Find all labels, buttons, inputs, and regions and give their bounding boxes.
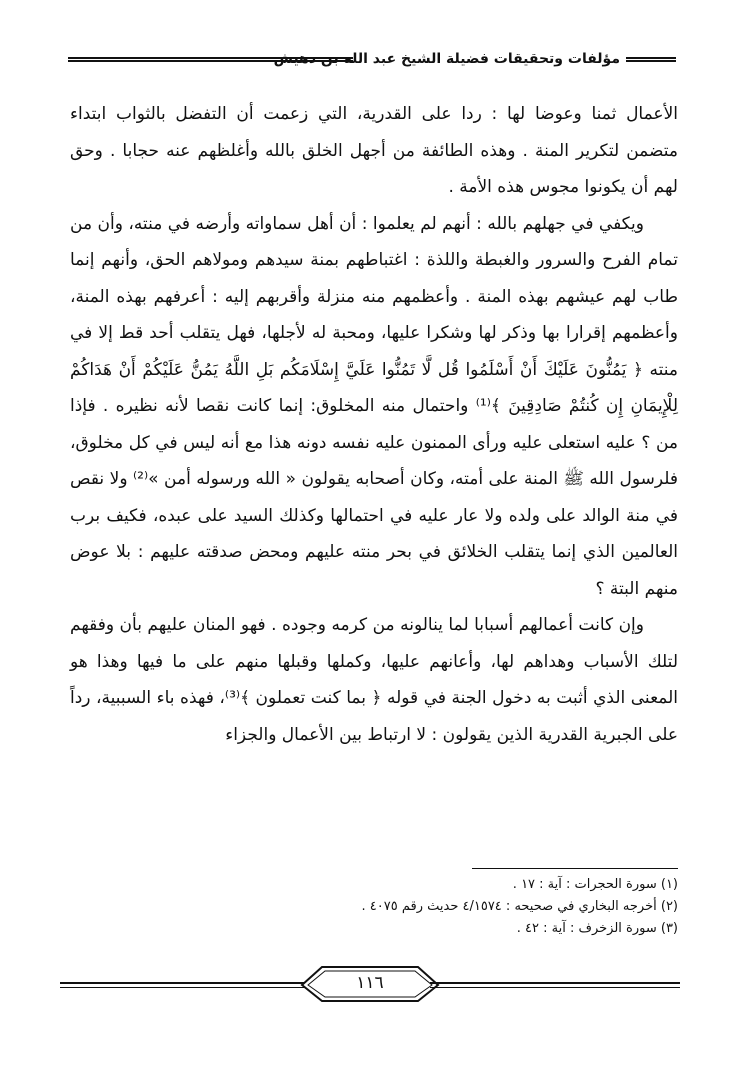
page-number: ١١٦ bbox=[356, 973, 384, 993]
footnote-1: (١) سورة الحجرات : آية : ١٧ . bbox=[512, 877, 678, 892]
paragraph-3: وإن كانت أعمالهم أسبابا لما ينالونه من كرمه وجوده . فهو المنان عليهم بأن وفقهم لتلك الأسباب وهداهم لها، وأعانهم عليها، وكملها وقبلها منهم على ما فيها وهذا هو المعنى الذي أثبت به دخول الجنة في قوله ﴿ بما كنت تعملون ﴾⁽³⁾، فهذه باء السببية، رداً على الجبرية القدرية الذين يقولون : لا ارتباط بين الأعمال والجزاء bbox=[70, 615, 678, 745]
body-text bbox=[70, 96, 678, 753]
footnote-3: (٣) سورة الزخرف : آية : ٤٢ . bbox=[516, 921, 678, 936]
header-title: مؤلفات وتحقيقات فضيلة الشيخ عبد الله بن دهيش bbox=[273, 51, 620, 67]
page-footer bbox=[60, 963, 680, 1003]
footnote-separator bbox=[472, 868, 678, 869]
paragraph-2: ويكفي في جهلهم بالله : أنهم لم يعلموا : أن أهل سماواته وأرضه في منته، وأن من تمام الفرح والسرور والغبطة واللذة : اغتباطهم بمنة سيدهم ومولاهم الحق، وأنهم إنما طاب لهم عيشهم بهذه المنة . وأعظمهم منه منزلة وأقربهم إليه : أعرفهم بهذه المنة، وأعظمهم إقرارا بها وذكر لها وشكرا عليها، ومحبة له لأجلها، فهل يتقلب أحد قط إلا في منته ﴿ يَمُنُّونَ عَلَيْكَ أَنْ أَسْلَمُوا قُل لَّا تَمُنُّوا عَلَيَّ إِسْلَامَكُم بَلِ اللَّهُ يَمُنُّ عَلَيْكُمْ أَنْ هَدَاكُمْ لِلْإِيمَانِ إِن كُنتُمْ صَادِقِينَ ﴾⁽¹⁾ واحتمال منه المخلوق: إنما كانت نقصا لأنه نظيره . فإذا من ؟ عليه استعلى عليه ورأى الممنون عليه نفسه دونه هذا مع أنه ليس في كل مخلوق، فلرسول الله ﷺ المنة على أمته، وكان أصحابه يقولون « الله ورسوله أمن »⁽²⁾ ولا نقص في منة الوالد على ولده ولا عار عليه في احتمالها وكذلك السيد على عبده، فكيف برب العالمين الذي إنما يتقلب الخلائق في بحر منته عليهم ومحض صدقته عليهم : بلا عوض منهم البتة ؟ bbox=[70, 213, 679, 599]
footer-rule-right bbox=[430, 982, 680, 988]
footnote-2: (٢) أخرجه البخاري في صحيحه : ٤/١٥٧٤ حديث رقم ٤٠٧٥ . bbox=[361, 899, 678, 914]
running-header bbox=[68, 48, 676, 72]
paragraph-1: الأعمال ثمنا وعوضا لها : ردا على القدرية، التي زعمت أن التفضل بالثواب ابتداء متضمن لتكرير المنة . وهذه الطائفة من أجهل الخلق بالله وأغلظهم عنه حجابا . وحق لهم أن يكونوا مجوس هذه الأمة . bbox=[70, 104, 678, 197]
header-rule-right bbox=[626, 57, 676, 62]
footer-rule-left bbox=[60, 982, 310, 988]
footnotes bbox=[118, 874, 678, 940]
